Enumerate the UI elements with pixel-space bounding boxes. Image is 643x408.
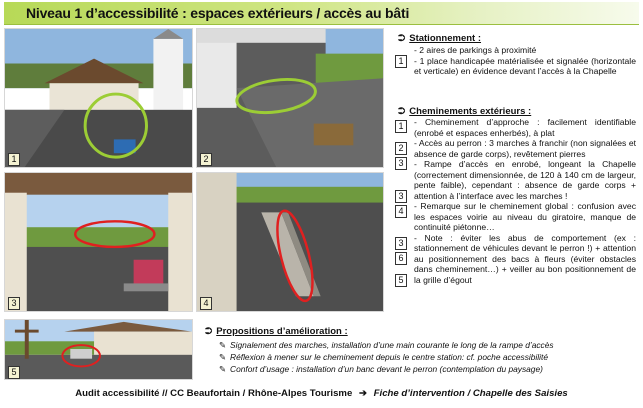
photo-ref-tag: 2 (395, 142, 407, 155)
photo-4 (196, 172, 384, 312)
text-line: - Cheminement d’approche : facilement identifiable (enrobé et espaces enherbés), à plat (414, 117, 636, 138)
arrow-right-icon: ➔ (358, 388, 367, 399)
proposition-item: ✎ Confort d’usage : installation d’un banc devant le perron (contemplation du paysage) (219, 364, 543, 374)
text-line: - Remarque sur le cheminement global : confusion avec les espaces voirie au niveau du giratoire, manque de continuité piétonne… (414, 201, 636, 232)
photo-number: 1 (8, 153, 20, 166)
photo-number: 2 (200, 153, 212, 166)
photo-ref-tag: 4 (395, 205, 407, 218)
section-heading-cheminements: ⮊ Cheminements extérieurs : (398, 106, 532, 117)
photo-ref-tag: 1 (395, 120, 407, 133)
photo-ref-tag: 6 (395, 252, 407, 265)
text-line: - Note : éviter les abus de comportement (ex : stationnement de véhicules devant le perron !) + attention au positionnement des bacs à fleurs (éviter obstacles dans cheminement…) + veiller au bon positionnement de la grille d’égout (414, 232, 636, 285)
photo-3 (4, 172, 193, 312)
photo-5 (4, 319, 193, 380)
photo-ref-tag: 5 (395, 274, 407, 287)
text-line: - Accès au perron : 3 marches à franchir (non signalées et absence de garde corps), revêtement pierres (414, 138, 636, 159)
text-line: - 2 aires de parkings à proximité (414, 45, 537, 55)
section-heading-propositions: ⮊ Propositions d’amélioration : (205, 326, 348, 337)
stationnement-text (414, 45, 636, 77)
photo-ref-tag: 1 (395, 55, 407, 68)
photo-ref-tag: 3 (395, 157, 407, 170)
page-title: Niveau 1 d’accessibilité : espaces extérieurs / accès au bâti (26, 5, 410, 21)
photo-1 (4, 28, 193, 168)
footer-right: Fiche d’intervention / Chapelle des Saisies (373, 388, 568, 399)
pencil-icon: ✎ (219, 352, 227, 362)
text-line: - 1 place handicapée matérialisée et signalée (horizontale et verticale) en évidence devant l’accès à la Chapelle (414, 55, 636, 76)
arrow-icon: ⮊ (205, 326, 213, 337)
pencil-icon: ✎ (219, 340, 227, 350)
arrow-icon: ⮊ (398, 33, 406, 44)
cheminements-text (414, 117, 636, 285)
photo-2 (196, 28, 384, 168)
proposition-item: ✎ Signalement des marches, installation d’une main courante le long de la rampe d’accès (219, 340, 554, 350)
arrow-icon: ⮊ (398, 106, 406, 117)
section-heading-stationnement: ⮊ Stationnement : (398, 33, 482, 44)
text-line: - Rampe d’accès en enrobé, longeant la Chapelle (correctement dimensionnée, de 120 à 140 cm de largeur, pente faible), cependant : absence de garde corps + attention à l’interface avec les marches ! (414, 159, 636, 201)
pencil-icon: ✎ (219, 364, 227, 374)
proposition-item: ✎ Réflexion à mener sur le cheminement depuis le centre station: cf. poche accessibilité (219, 352, 548, 362)
photo-ref-tag: 3 (395, 237, 407, 250)
photo-number: 4 (200, 297, 212, 310)
photo-number: 5 (8, 366, 20, 379)
photo-ref-tag: 3 (395, 190, 407, 203)
footer (0, 388, 643, 399)
footer-left: Audit accessibilité // CC Beaufortain / Rhône-Alpes Tourisme (75, 388, 353, 399)
photo-number: 3 (8, 297, 20, 310)
title-banner (4, 2, 639, 25)
